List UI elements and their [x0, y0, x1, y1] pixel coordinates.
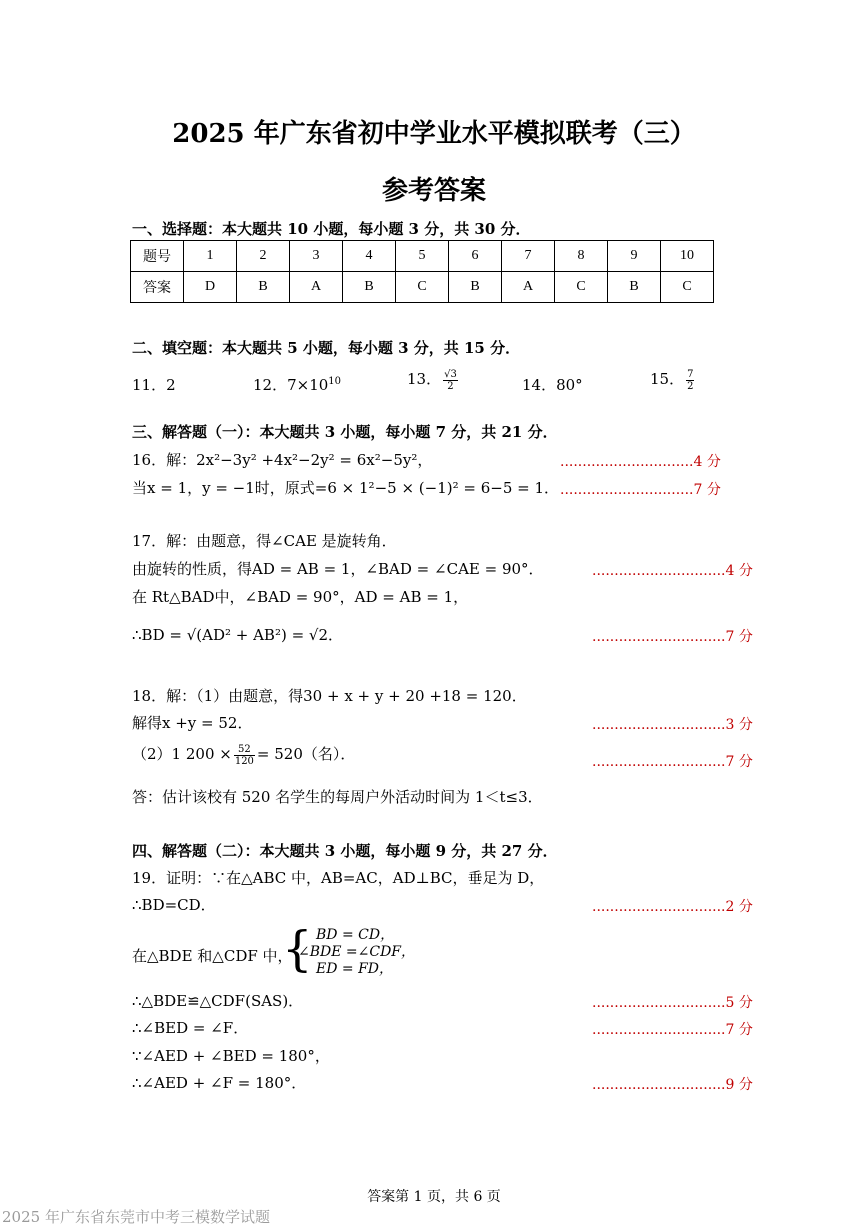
watermark: 2025 年广东省东莞市中考三模数学试题	[2, 1208, 270, 1226]
page-subtitle: 参考答案	[381, 176, 486, 206]
score-marker: ..............................7 分	[592, 1022, 753, 1038]
q17-line-3: 在 Rt△BAD中，∠BAD = 90°，AD = AB = 1，	[132, 588, 469, 606]
q18-line-1: 18．解：（1）由题意，得30 + x + y + 20 +18 = 120．	[132, 687, 527, 705]
answer-15-fraction	[686, 369, 694, 392]
answer-15	[650, 368, 696, 392]
score-marker: ..............................4 分	[560, 454, 721, 470]
table-cell: 7	[502, 241, 555, 272]
table-cell: 3	[290, 241, 343, 272]
section3-heading: 三、解答题（一）：本大题共 3 小题，每小题 7 分，共 21 分．	[132, 423, 558, 441]
table-cell: 4	[343, 241, 396, 272]
section4-heading: 四、解答题（二）：本大题共 3 小题，每小题 9 分，共 27 分．	[132, 842, 558, 860]
answer-13	[407, 368, 460, 392]
table-row-answers	[131, 272, 714, 303]
answer-12-exponent: 10	[328, 376, 342, 387]
score-marker: ..............................7 分	[592, 754, 753, 770]
q19-line-7: ∴∠AED + ∠F = 180°．	[132, 1074, 307, 1092]
answer-15-label: 15．	[650, 370, 685, 388]
fraction-numerator: √3	[444, 368, 457, 380]
system-line: ∠BDE =∠CDF，	[298, 944, 416, 960]
score-marker: ..............................3 分	[592, 717, 753, 733]
page-title: 2025 年广东省初中学业水平模拟联考（三）	[172, 119, 696, 149]
answer-11: 11．2	[132, 376, 176, 394]
page-footer: 答案第 1 页，共 6 页	[367, 1189, 501, 1205]
table-cell: C	[661, 272, 714, 303]
table-cell: 1	[184, 241, 237, 272]
table-cell: C	[555, 272, 608, 303]
q19-line-5: ∴∠BED = ∠F．	[132, 1019, 249, 1037]
table-cell: 2	[237, 241, 290, 272]
fraction-numerator: 7	[687, 368, 694, 380]
score-marker: ..............................7 分	[560, 482, 721, 498]
table-cell: 9	[608, 241, 661, 272]
q18-fraction	[234, 744, 255, 767]
fraction-denominator: 2	[447, 380, 454, 392]
section2-heading: 二、填空题：本大题共 5 小题，每小题 3 分，共 15 分．	[132, 339, 521, 357]
table-header-num: 题号	[131, 241, 184, 272]
system-line: BD = CD，	[316, 927, 395, 943]
left-brace: {	[282, 921, 313, 977]
table-cell: B	[237, 272, 290, 303]
answer-13-fraction	[443, 369, 458, 392]
q16-line-2: 当x = 1，y = −1时，原式=6 × 1²−5 × (−1)² = 6−5 = 1．	[132, 479, 560, 497]
answer-12-base: 12．7×10	[253, 376, 329, 394]
q19-line-3: 在△BDE 和△CDF 中，	[132, 947, 293, 965]
table-cell: B	[608, 272, 661, 303]
score-marker: ..............................2 分	[592, 899, 753, 915]
answer-13-label: 13．	[407, 370, 442, 388]
fraction-denominator: 120	[234, 755, 254, 767]
q18-line-2: 解得x +y = 52．	[132, 714, 253, 732]
q17-line-1: 17．解：由题意，得∠CAE 是旋转角．	[132, 532, 397, 550]
fraction-denominator: 2	[687, 380, 694, 392]
table-cell: D	[184, 272, 237, 303]
table-row-numbers	[131, 241, 714, 272]
score-marker: ..............................9 分	[592, 1077, 753, 1093]
q18-line-3-prefix: （2）1 200 ×	[132, 745, 232, 763]
table-cell: 10	[661, 241, 714, 272]
table-cell: A	[502, 272, 555, 303]
table-header-ans: 答案	[131, 272, 184, 303]
q17-line-4: ∴BD = √(AD² + AB²) = √2．	[132, 626, 344, 644]
q18-line-3	[132, 743, 355, 767]
score-marker: ..............................5 分	[592, 995, 753, 1011]
answer-12	[253, 374, 341, 395]
q16-line-1: 16．解：2x²−3y² +4x²−2y² = 6x²−5y²，	[132, 451, 433, 469]
q19-line-1: 19．证明：∵在△ABC 中，AB=AC，AD⊥BC，垂足为 D，	[132, 869, 545, 887]
table-cell: 6	[449, 241, 502, 272]
congruence-system	[298, 927, 415, 978]
q19-line-2: ∴BD=CD．	[132, 896, 216, 914]
q17-line-2: 由旋转的性质，得AD = AB = 1，∠BAD = ∠CAE = 90°．	[132, 560, 544, 578]
table-cell: 8	[555, 241, 608, 272]
table-cell: A	[290, 272, 343, 303]
q18-line-4: 答：估计该校有 520 名学生的每周户外活动时间为 1＜t≤3．	[132, 788, 543, 806]
q19-line-6: ∵∠AED + ∠BED = 180°，	[132, 1047, 330, 1065]
score-marker: ..............................4 分	[592, 563, 753, 579]
section1-heading: 一、选择题：本大题共 10 小题，每小题 3 分，共 30 分．	[132, 220, 531, 238]
table-cell: B	[343, 272, 396, 303]
q19-line-4: ∴△BDE≌△CDF(SAS)．	[132, 992, 304, 1010]
answer-14: 14．80°	[522, 376, 583, 394]
table-cell: B	[449, 272, 502, 303]
q18-line-3-suffix: = 520（名）．	[256, 745, 356, 763]
system-line: ED = FD，	[316, 961, 394, 977]
score-marker: ..............................7 分	[592, 629, 753, 645]
answer-table	[130, 240, 714, 303]
table-cell: 5	[396, 241, 449, 272]
fraction-numerator: 52	[234, 744, 255, 756]
table-cell: C	[396, 272, 449, 303]
